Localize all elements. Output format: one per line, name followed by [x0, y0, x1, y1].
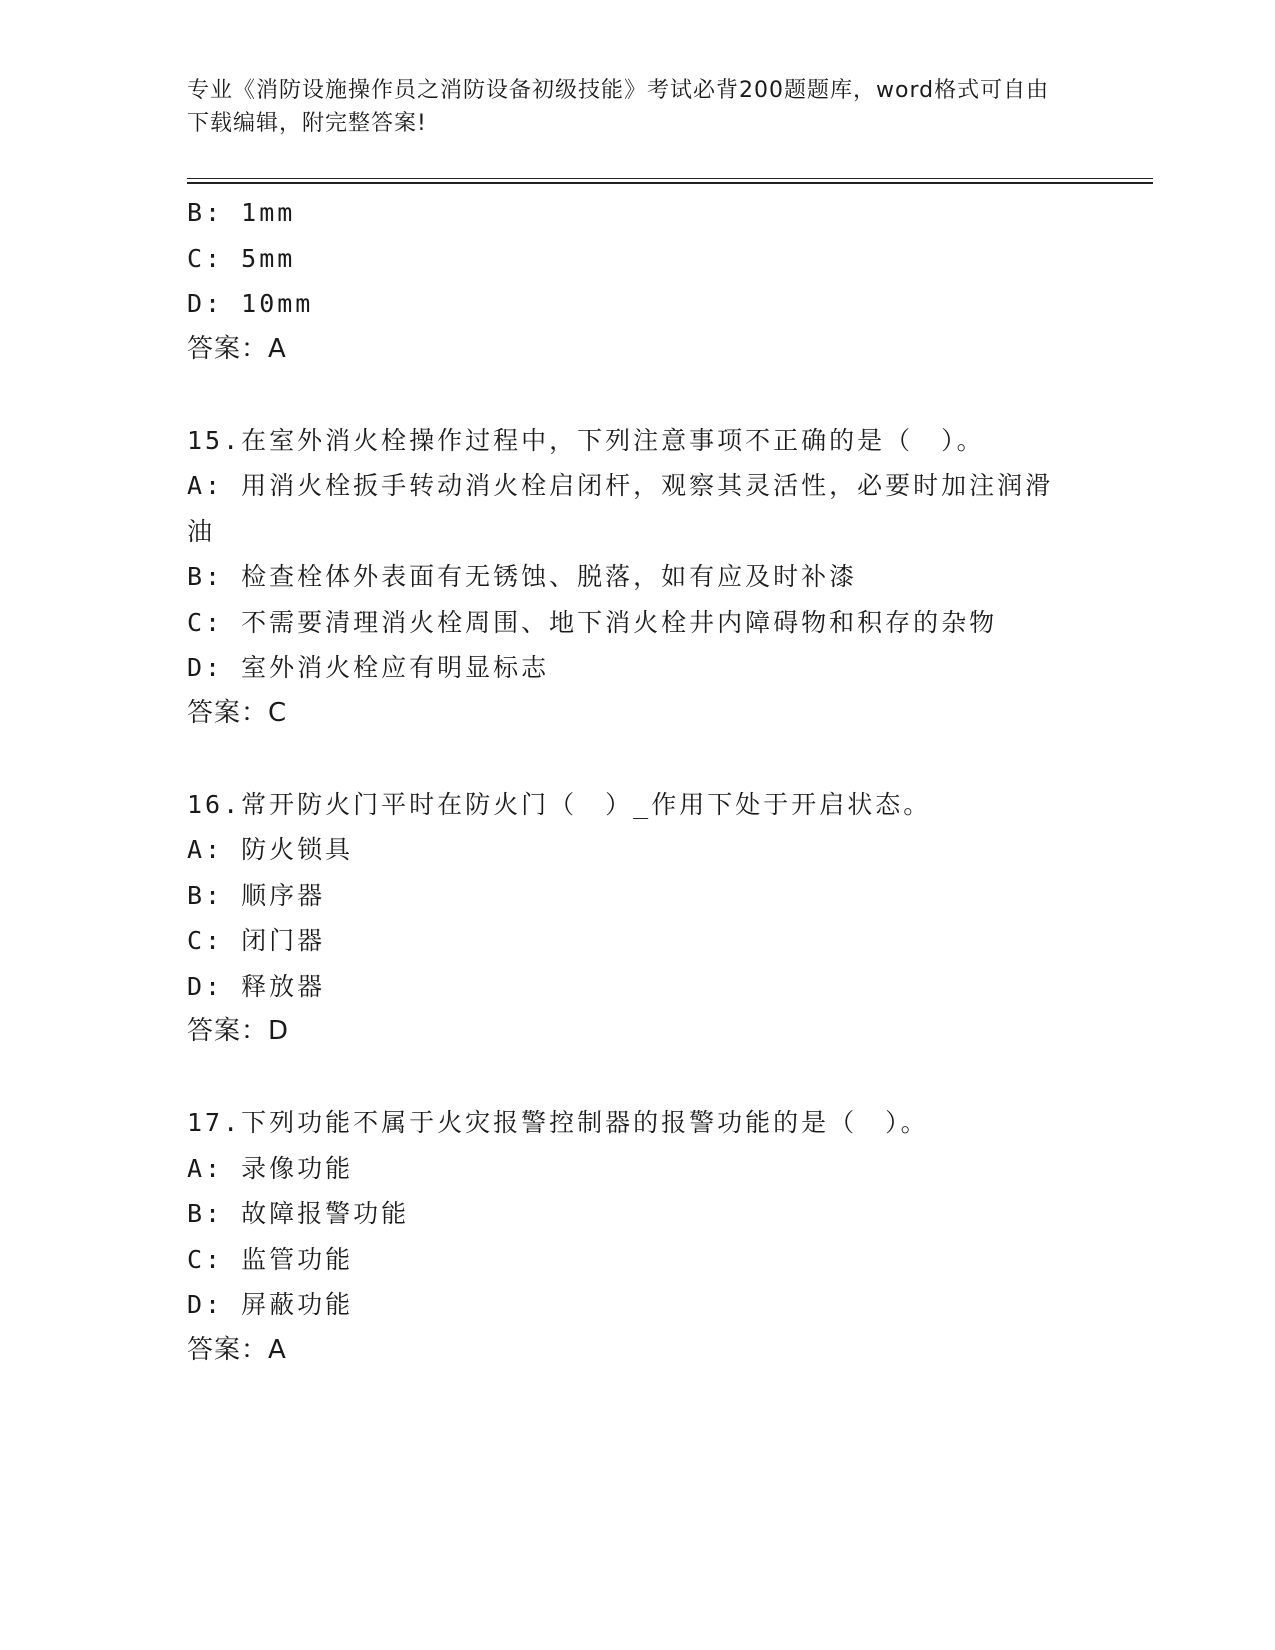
option-line: D: 室外消火栓应有明显标志: [187, 653, 550, 682]
question-stem: 16.常开防火门平时在防火门（ ）_作用下处于开启状态。: [187, 789, 932, 819]
option-line: C: 5mm: [187, 243, 296, 273]
option-line: C: 监管功能: [187, 1244, 354, 1274]
option-line: D: 释放器: [187, 971, 326, 1001]
header-divider-thick: [187, 182, 1153, 184]
question-block-15: [187, 418, 1087, 737]
option-line: D: 屏蔽功能: [187, 1290, 354, 1319]
option-line: A: 录像功能: [187, 1153, 354, 1183]
answer-line: 答案：C: [187, 697, 288, 728]
option-line: C: 不需要清理消火栓周围、地下消火栓井内障碍物和积存的杂物: [187, 607, 998, 637]
answer-line: 答案：A: [187, 1334, 287, 1365]
question-stem: 15.在室外消火栓操作过程中，下列注意事项不正确的是（ ）。: [187, 425, 985, 455]
question-stem: 17.下列功能不属于火灾报警控制器的报警功能的是（ ）。: [187, 1108, 929, 1137]
question-block-previous: [187, 190, 1087, 372]
option-line: A: 用消火栓扳手转动消火栓启闭杆，观察其灵活性，必要时加注润滑油: [187, 471, 1054, 546]
spacer: [187, 736, 1087, 782]
header-divider: [187, 178, 1153, 179]
question-block-17: [187, 1100, 1087, 1373]
option-line: B: 故障报警功能: [187, 1199, 410, 1228]
spacer: [187, 372, 1087, 418]
spacer: [187, 1055, 1087, 1101]
option-line: A: 防火锁具: [187, 835, 354, 864]
option-line: B: 1mm: [187, 198, 296, 227]
option-line: C: 闭门器: [187, 926, 326, 955]
option-line: B: 顺序器: [187, 880, 326, 910]
question-list: [187, 190, 1087, 1373]
document-header: 专业《消防设施操作员之消防设备初级技能》考试必背200题题库，word格式可自由下载编辑，附完整答案!: [187, 78, 1050, 136]
option-line: D: 10mm: [187, 289, 314, 318]
answer-line: 答案：A: [187, 333, 287, 364]
question-block-16: [187, 782, 1087, 1055]
option-line: B: 检查栓体外表面有无锈蚀、脱落，如有应及时补漆: [187, 562, 858, 591]
answer-line: 答案：D: [187, 1016, 290, 1046]
